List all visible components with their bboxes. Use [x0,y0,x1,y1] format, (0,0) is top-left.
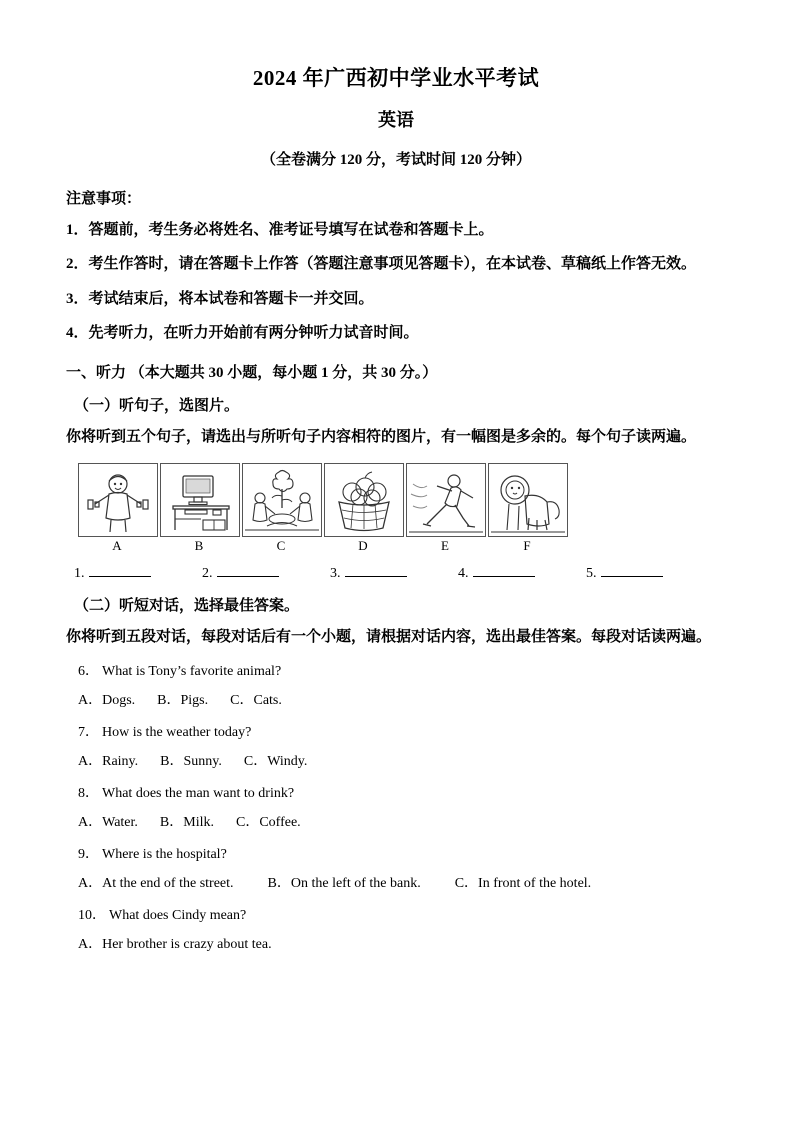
picture-item-a [78,463,156,554]
picture-label-f: F [523,538,531,554]
answer-blank-1-line[interactable] [89,564,151,577]
picture-item-c [242,463,320,554]
basket-of-fruit-picture [324,463,404,537]
question-8-text: What does the man want to drink? [102,785,295,801]
answer-blank-2-label: 2. [202,566,213,582]
question-9-options [66,872,726,892]
picture-row [78,463,726,554]
question-9-text: Where is the hospital? [102,846,227,862]
question-7-option-a[interactable]: A．Rainy. [78,753,139,769]
question-6-number: 6． [78,663,99,679]
question-8-option-c[interactable]: C．Coffee. [236,814,301,830]
notice-heading: 注意事项： [66,191,142,207]
question-7-option-c[interactable]: C．Windy. [243,753,308,769]
question-7-number: 7． [78,724,99,740]
question-10 [66,904,726,924]
notice-item-1: 1．答题前，考生务必将姓名、准考证号填写在试卷和答题卡上。 [66,222,494,238]
computer-desk-picture [160,463,240,537]
picture-label-a: A [112,538,122,554]
answer-blank-row [74,564,726,582]
answer-blank-5[interactable] [586,564,714,582]
page-title: 2024 年广西初中学业水平考试 [252,66,540,90]
answer-blank-1-label: 1. [74,566,85,582]
children-planting-tree-picture [242,463,322,537]
question-8 [66,782,726,802]
question-9 [66,843,726,863]
question-8-option-b[interactable]: B．Milk. [159,814,214,830]
picture-label-c: C [276,538,286,554]
question-8-number: 8． [78,785,99,801]
question-6-option-c[interactable]: C．Cats. [230,692,282,708]
notice-item-2: 2．考生作答时，请在答题卡上作答（答题注意事项见答题卡），在本试卷、草稿纸上作答无效。 [66,256,697,273]
question-6-option-b[interactable]: B．Pigs. [157,692,209,708]
answer-blank-2[interactable] [202,564,330,582]
question-10-number: 10． [78,907,106,923]
question-6-options [66,689,726,709]
question-10-text: What does Cindy mean? [109,907,247,923]
part-one-instruction: 你将听到五个句子，请选出与所听句子内容相符的图片，有一幅图是多余的。每个句子读两遍。 [66,429,697,446]
notice-item-4: 4．先考听力，在听力开始前有两分钟听力试音时间。 [66,324,419,341]
picture-label-e: E [441,538,449,554]
question-9-option-c[interactable]: C．In front of the hotel. [454,875,592,891]
answer-blank-4-line[interactable] [473,564,535,577]
subject-title: 英语 [378,110,414,130]
picture-item-f [488,463,566,554]
answer-blank-5-line[interactable] [601,564,663,577]
picture-item-e [406,463,484,554]
page-content [66,62,726,965]
girl-with-dumbbells-picture [78,463,158,537]
answer-blank-4[interactable] [458,564,586,582]
picture-label-b: B [194,538,204,554]
question-8-option-a[interactable]: A．Water. [78,814,138,830]
question-6-text: What is Tony’s favorite animal? [102,663,282,679]
part-two-heading: （二）听短对话，选择最佳答案。 [74,598,300,615]
question-7-option-b[interactable]: B．Sunny. [160,753,222,769]
question-8-options [66,811,726,831]
answer-blank-3-line[interactable] [345,564,407,577]
score-time-line: （全卷满分 120 分，考试时间 120 分钟） [260,152,531,168]
picture-item-b [160,463,238,554]
answer-blank-3-label: 3. [330,566,341,582]
question-10-option-a[interactable]: A．Her brother is crazy about tea. [78,936,272,952]
part-one-heading: （一）听句子，选图片。 [74,398,240,415]
question-9-option-a[interactable]: A．At the end of the street. [78,875,234,891]
answer-blank-2-line[interactable] [217,564,279,577]
answer-blank-4-label: 4. [458,566,469,582]
question-6-option-a[interactable]: A．Dogs. [78,692,136,708]
notice-item-3: 3．考试结束后，将本试卷和答题卡一并交回。 [66,290,374,307]
question-9-option-b[interactable]: B．On the left of the bank. [267,875,421,891]
answer-blank-3[interactable] [330,564,458,582]
section-listening-heading: 一、听力 （本大题共 30 小题，每小题 1 分，共 30 分。） [66,365,438,382]
part-two-instruction: 你将听到五段对话，每段对话后有一个小题，请根据对话内容，选出最佳答案。每段对话读两遍。 [66,629,712,646]
question-6 [66,660,726,680]
lion-picture [488,463,568,537]
picture-item-d [324,463,402,554]
running-athlete-picture [406,463,486,537]
question-7-text: How is the weather today? [102,724,252,740]
question-9-number: 9． [78,846,99,862]
question-7 [66,721,726,741]
picture-label-d: D [358,538,368,554]
question-10-options [66,933,726,953]
answer-blank-5-label: 5. [586,566,597,582]
answer-blank-1[interactable] [74,564,202,582]
question-7-options [66,750,726,770]
